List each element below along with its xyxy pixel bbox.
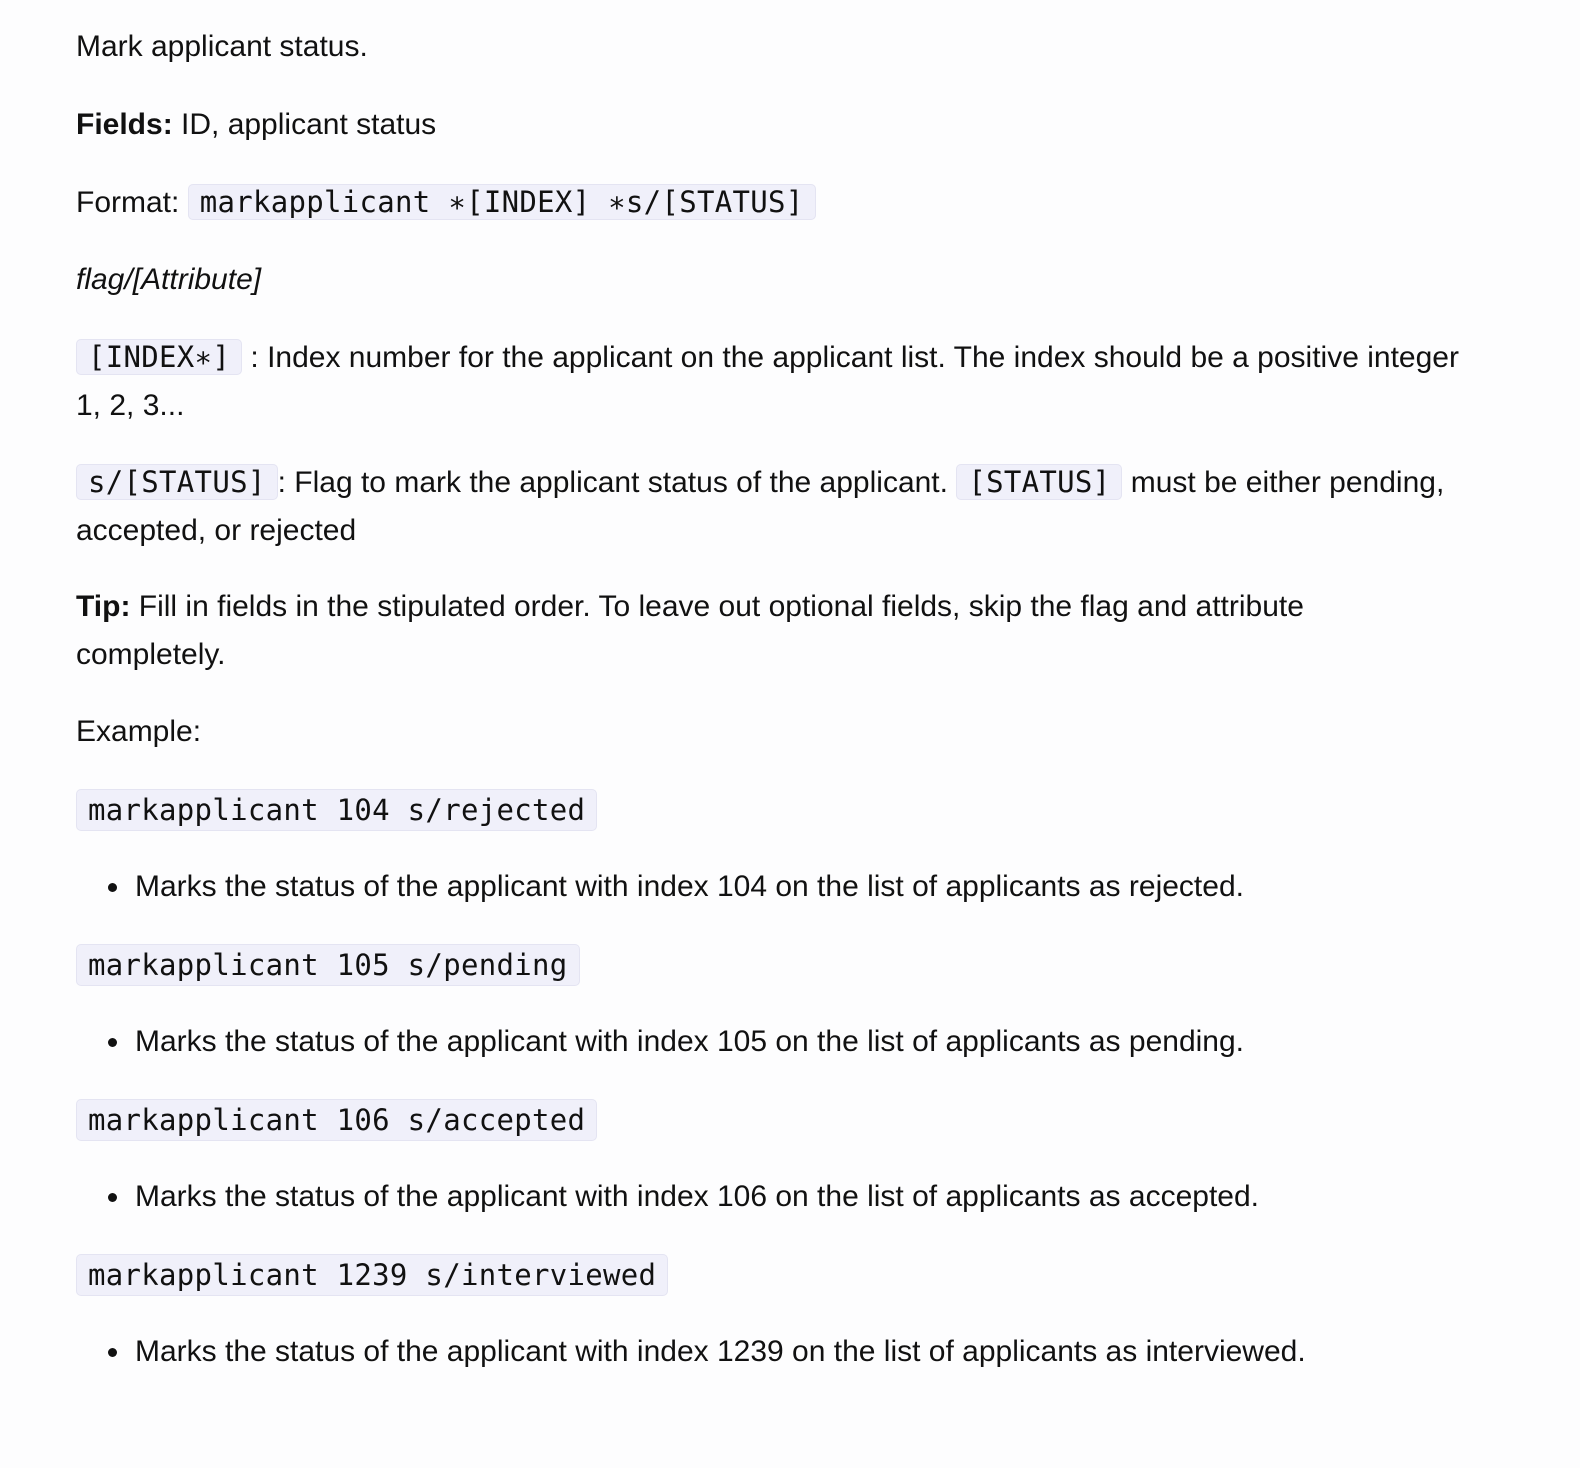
bullet-icon: [108, 883, 117, 892]
example-command-1: markapplicant 104 s/rejected: [76, 789, 597, 831]
fields-label: Fields:: [76, 108, 173, 141]
bullet-icon: [108, 1038, 117, 1047]
bullet-icon: [108, 1193, 117, 1202]
example-command-2: markapplicant 105 s/pending: [76, 944, 580, 986]
example-description-list-2: [76, 1018, 1244, 1066]
example-command-3: markapplicant 106 s/accepted: [76, 1099, 597, 1141]
list-item: [135, 1328, 1306, 1376]
flag-attribute-text: flag/[Attribute]: [76, 263, 262, 296]
example-description-list-1: [76, 863, 1244, 911]
example-description-2: Marks the status of the applicant with index 105 on the list of applicants as pending.: [135, 1025, 1245, 1058]
example-description-1: Marks the status of the applicant with index 104 on the list of applicants as rejected.: [135, 870, 1244, 903]
status-param-code: s/[STATUS]: [76, 464, 278, 500]
list-item: [135, 1018, 1244, 1066]
fields-value: ID, applicant status: [172, 108, 437, 141]
intro-text: Mark applicant status.: [76, 30, 368, 63]
example-description-list-3: [76, 1173, 1259, 1221]
status-param-text-before: : Flag to mark the applicant status of the applicant.: [277, 466, 957, 499]
example-description-list-4: [76, 1328, 1306, 1376]
tip-text: Fill in fields in the stipulated order. To leave out optional fields, skip the flag and attribute completely.: [76, 590, 1304, 671]
list-item: [135, 1173, 1259, 1221]
tip-label: Tip:: [76, 590, 131, 623]
example-description-4: Marks the status of the applicant with index 1239 on the list of applicants as interviewed.: [135, 1335, 1306, 1368]
index-param-line: [76, 333, 1476, 430]
example-label: Example:: [76, 715, 202, 748]
example-description-3: Marks the status of the applicant with index 106 on the list of applicants as accepted.: [135, 1180, 1259, 1213]
index-param-code: [INDEX∗]: [76, 339, 242, 375]
format-label: Format:: [76, 186, 188, 219]
status-param-line: [76, 458, 1546, 555]
tip-line: [76, 583, 1436, 679]
list-item: [135, 863, 1244, 911]
example-command-4: markapplicant 1239 s/interviewed: [76, 1254, 668, 1296]
status-param-text-after: must be either pending, accepted, or rejected: [76, 466, 1445, 547]
format-line: [76, 178, 1556, 227]
bullet-icon: [108, 1348, 117, 1357]
format-code: markapplicant ∗[INDEX] ∗s/[STATUS]: [188, 184, 816, 220]
flag-attribute-line: [76, 256, 1556, 304]
index-param-text: : Index number for the applicant on the applicant list. The index should be a positive integer 1, 2, 3...: [76, 341, 1459, 422]
status-param-code2: [STATUS]: [956, 464, 1122, 500]
fields-line: [76, 101, 1556, 149]
